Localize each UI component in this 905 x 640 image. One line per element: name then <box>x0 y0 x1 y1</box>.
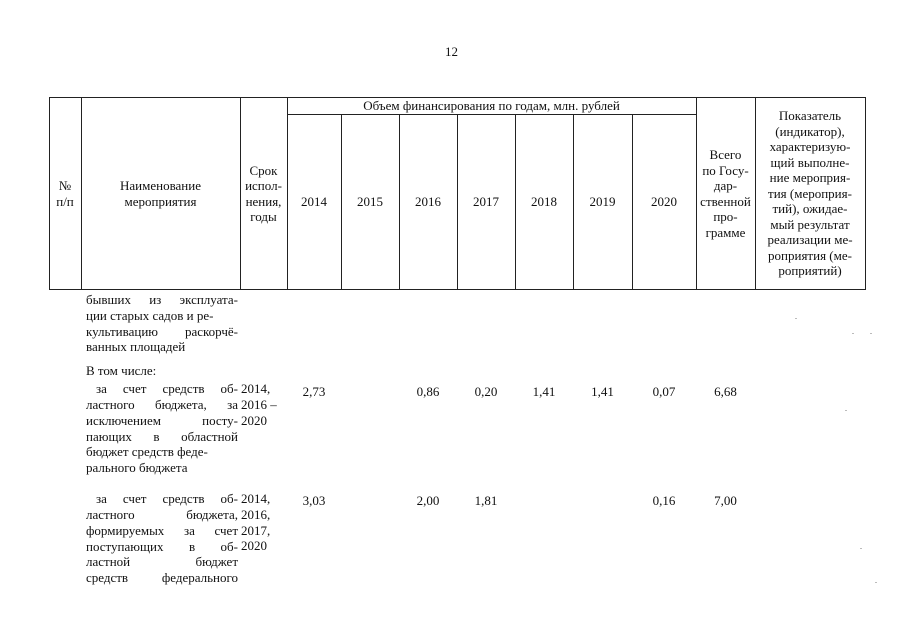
header-indicator-line: (индикатор), <box>775 123 845 139</box>
header-total <box>696 98 755 289</box>
header-name <box>81 98 240 289</box>
value-2017: 1,81 <box>474 493 498 508</box>
text-line: средств федерального <box>86 570 238 586</box>
header-year-2019 <box>573 115 632 289</box>
row-term <box>241 491 270 554</box>
year-label: 2015 <box>357 194 383 210</box>
year-label: 2014 <box>301 194 327 210</box>
text-line: ластного бюджета, <box>86 507 238 522</box>
header-indicator-line: роприятий) <box>778 263 842 279</box>
page-number: 12 <box>445 44 458 59</box>
header-indicator <box>755 98 865 289</box>
header-financing-title <box>287 98 696 114</box>
header-total-line: Всего <box>709 147 742 162</box>
text-line: бюджет средств феде- <box>86 444 208 460</box>
header-total-line: дар- <box>713 178 738 193</box>
row-name <box>96 381 238 397</box>
row-term <box>241 381 277 428</box>
value-2017: 0,20 <box>474 384 498 399</box>
text-line: ванных площадей <box>86 339 186 355</box>
text-line: формируемых за счет <box>86 522 238 538</box>
text-line: рального бюджета <box>86 460 188 476</box>
header-year-2016 <box>399 115 457 289</box>
row-name-continued <box>86 507 238 586</box>
header-name-line: Наименование <box>120 178 201 193</box>
header-indicator-line: Показатель <box>778 108 842 124</box>
header-indicator-line: роприятия (ме- <box>768 247 852 263</box>
header-year-2018 <box>515 115 573 289</box>
term-line: 2014, <box>241 491 271 506</box>
row-name <box>96 491 238 507</box>
border-right <box>865 97 866 290</box>
text-line: исключением посту- <box>86 412 238 428</box>
value-total: 6,68 <box>714 384 737 399</box>
scan-speck <box>860 548 862 549</box>
header-indicator-line: мый результат <box>770 216 850 232</box>
scan-speck <box>852 333 854 334</box>
text-line: поступающих в об- <box>86 538 238 554</box>
header-term-line: нения, <box>245 193 282 209</box>
value-2020: 0,16 <box>652 493 676 508</box>
value-2019: 1,41 <box>591 384 614 399</box>
scan-speck <box>870 333 872 334</box>
value-2018: 1,41 <box>532 384 556 399</box>
header-term-line: годы <box>250 209 277 224</box>
header-total-line: грамме <box>705 224 746 240</box>
text-line: ластного бюджета, за <box>86 397 238 412</box>
year-label: 2018 <box>531 194 557 210</box>
header-term-line: Срок <box>249 162 278 178</box>
term-line: 2020 <box>241 538 267 554</box>
value-2014: 2,73 <box>302 384 326 399</box>
header-no <box>49 98 81 289</box>
header-indicator-line: ние мероприя- <box>769 170 851 186</box>
header-total-line: по Госу- <box>702 162 749 178</box>
text-line: ции старых садов и ре- <box>86 307 214 323</box>
year-label: 2020 <box>651 194 677 210</box>
text-line: бывших из эксплуата- <box>86 292 238 307</box>
scan-speck <box>875 582 877 583</box>
text-line: ластной бюджет <box>86 554 238 570</box>
header-total-line: ственной <box>700 193 751 209</box>
value-2020: 0,07 <box>652 384 676 399</box>
header-term <box>240 98 287 289</box>
header-indicator-line: реализации ме- <box>767 232 853 248</box>
text-line: культивацию раскорчё- <box>86 323 238 339</box>
value-2016: 0,86 <box>416 384 440 399</box>
header-no-line: № <box>58 178 72 193</box>
term-line: 2016 – <box>241 396 277 412</box>
term-line: 2014, <box>241 381 271 396</box>
including-label: В том числе: <box>86 363 157 378</box>
continued-name-text <box>86 292 238 355</box>
header-name-line: мероприятия <box>124 193 197 209</box>
header-total-line: про- <box>713 209 738 224</box>
value-2014: 3,03 <box>302 493 326 508</box>
header-indicator-line: щий выполне- <box>770 154 850 170</box>
value-total: 7,00 <box>714 493 737 508</box>
header-no-line: п/п <box>56 193 74 209</box>
text-line: за счет средств об- <box>96 381 238 396</box>
text-line: пающих в областной <box>86 428 238 444</box>
year-label: 2016 <box>415 194 441 210</box>
scan-speck <box>845 410 847 411</box>
term-line: 2020 <box>241 412 267 428</box>
header-year-2017 <box>457 115 515 289</box>
row-name-continued <box>86 397 238 476</box>
text-line: за счет средств об- <box>96 491 238 506</box>
header-year-2015 <box>341 115 399 289</box>
term-line: 2016, <box>241 506 271 522</box>
year-label: 2019 <box>589 194 616 210</box>
term-line: 2017, <box>241 522 271 538</box>
header-year-2014 <box>287 115 341 289</box>
header-indicator-line: тий), ожидае- <box>772 201 848 217</box>
year-label: 2017 <box>473 194 499 210</box>
header-year-2020 <box>632 115 696 289</box>
value-2016: 2,00 <box>416 493 440 508</box>
header-indicator-line: характеризую- <box>769 139 851 155</box>
financing-title-text: Объем финансирования по годам, млн. рублей <box>363 98 620 114</box>
header-term-line: испол- <box>245 178 282 193</box>
scan-speck <box>795 318 797 319</box>
header-indicator-line: тия (мероприя- <box>768 185 852 201</box>
